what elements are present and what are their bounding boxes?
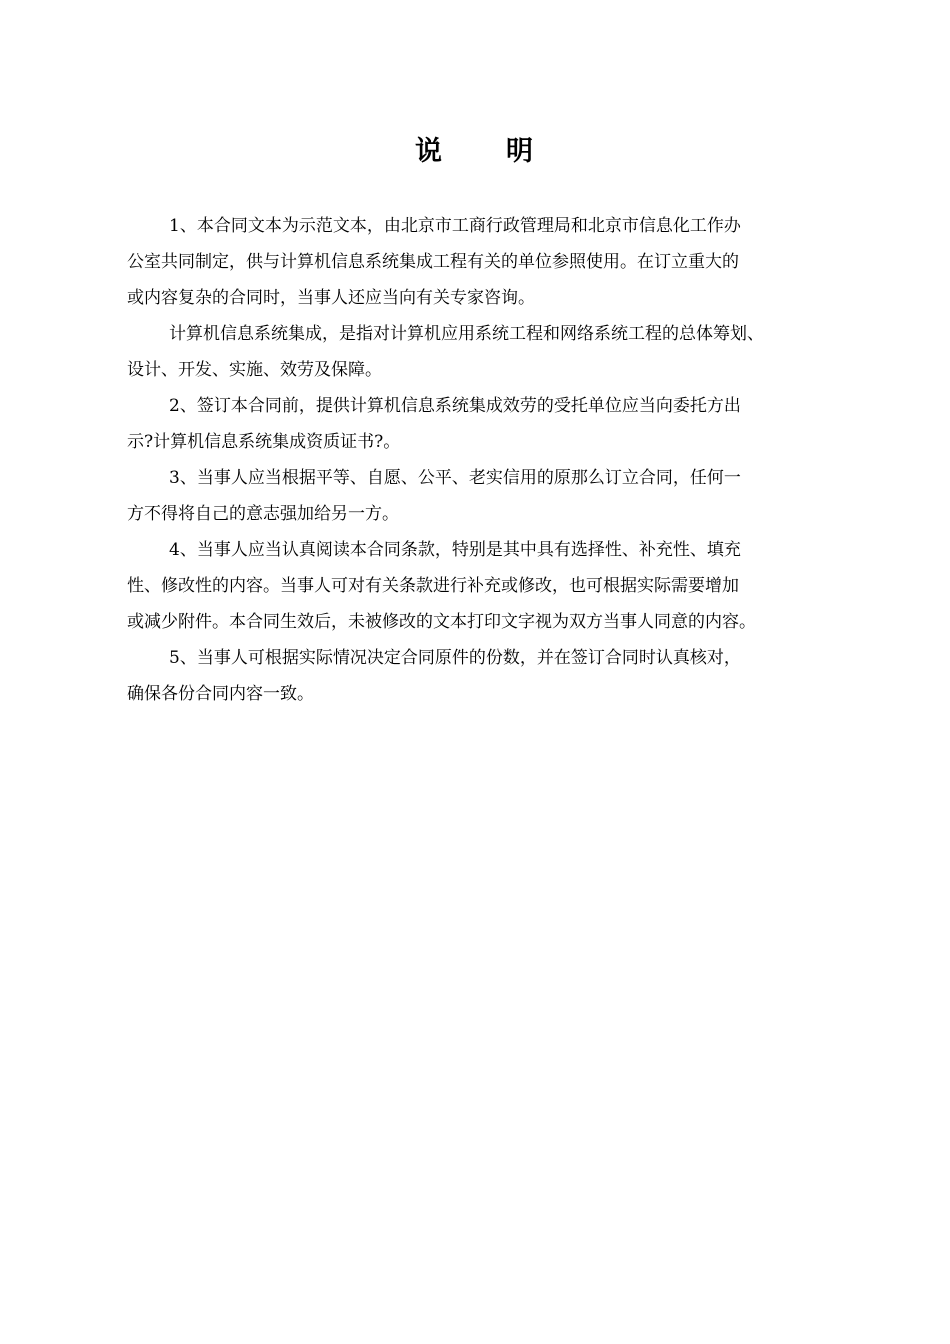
paragraph-line: 4、当事人应当认真阅读本合同条款，特别是其中具有选择性、补充性、填充	[169, 540, 741, 560]
paragraph-line: 2、签订本合同前，提供计算机信息系统集成效劳的受托单位应当向委托方出	[169, 396, 741, 416]
paragraph-line: 设计、开发、实施、效劳及保障。	[127, 360, 382, 380]
title-char-left: 说	[415, 136, 444, 167]
paragraph-line: 示?计算机信息系统集成资质证书?。	[127, 432, 401, 452]
paragraph-line: 确保各份合同内容一致。	[127, 684, 314, 704]
paragraph-5	[127, 532, 827, 640]
paragraph-line: 3、当事人应当根据平等、自愿、公平、老实信用的原那么订立合同，任何一	[169, 468, 741, 488]
paragraph-line: 方不得将自己的意志强加给另一方。	[127, 504, 399, 524]
paragraph-line: 或内容复杂的合同时，当事人还应当向有关专家咨询。	[127, 288, 535, 308]
paragraph-line: 性、修改性的内容。当事人可对有关条款进行补充或修改，也可根据实际需要增加	[127, 576, 739, 596]
paragraph-3	[127, 388, 827, 460]
document-body	[127, 208, 827, 712]
paragraph-line: 计算机信息系统集成，是指对计算机应用系统工程和网络系统工程的总体筹划、	[169, 324, 764, 344]
paragraph-line: 5、当事人可根据实际情况决定合同原件的份数，并在签订合同时认真核对，	[169, 648, 741, 668]
paragraph-2	[127, 316, 827, 388]
paragraph-1	[127, 208, 827, 316]
paragraph-line: 1、本合同文本为示范文本，由北京市工商行政管理局和北京市信息化工作办	[169, 216, 741, 236]
title-char-right: 明	[506, 136, 535, 167]
paragraph-line: 或减少附件。本合同生效后，未被修改的文本打印文字视为双方当事人同意的内容。	[127, 612, 756, 632]
paragraph-line: 公室共同制定，供与计算机信息系统集成工程有关的单位参照使用。在订立重大的	[127, 252, 739, 272]
paragraph-6	[127, 640, 827, 712]
page-title	[0, 132, 950, 172]
paragraph-4	[127, 460, 827, 532]
